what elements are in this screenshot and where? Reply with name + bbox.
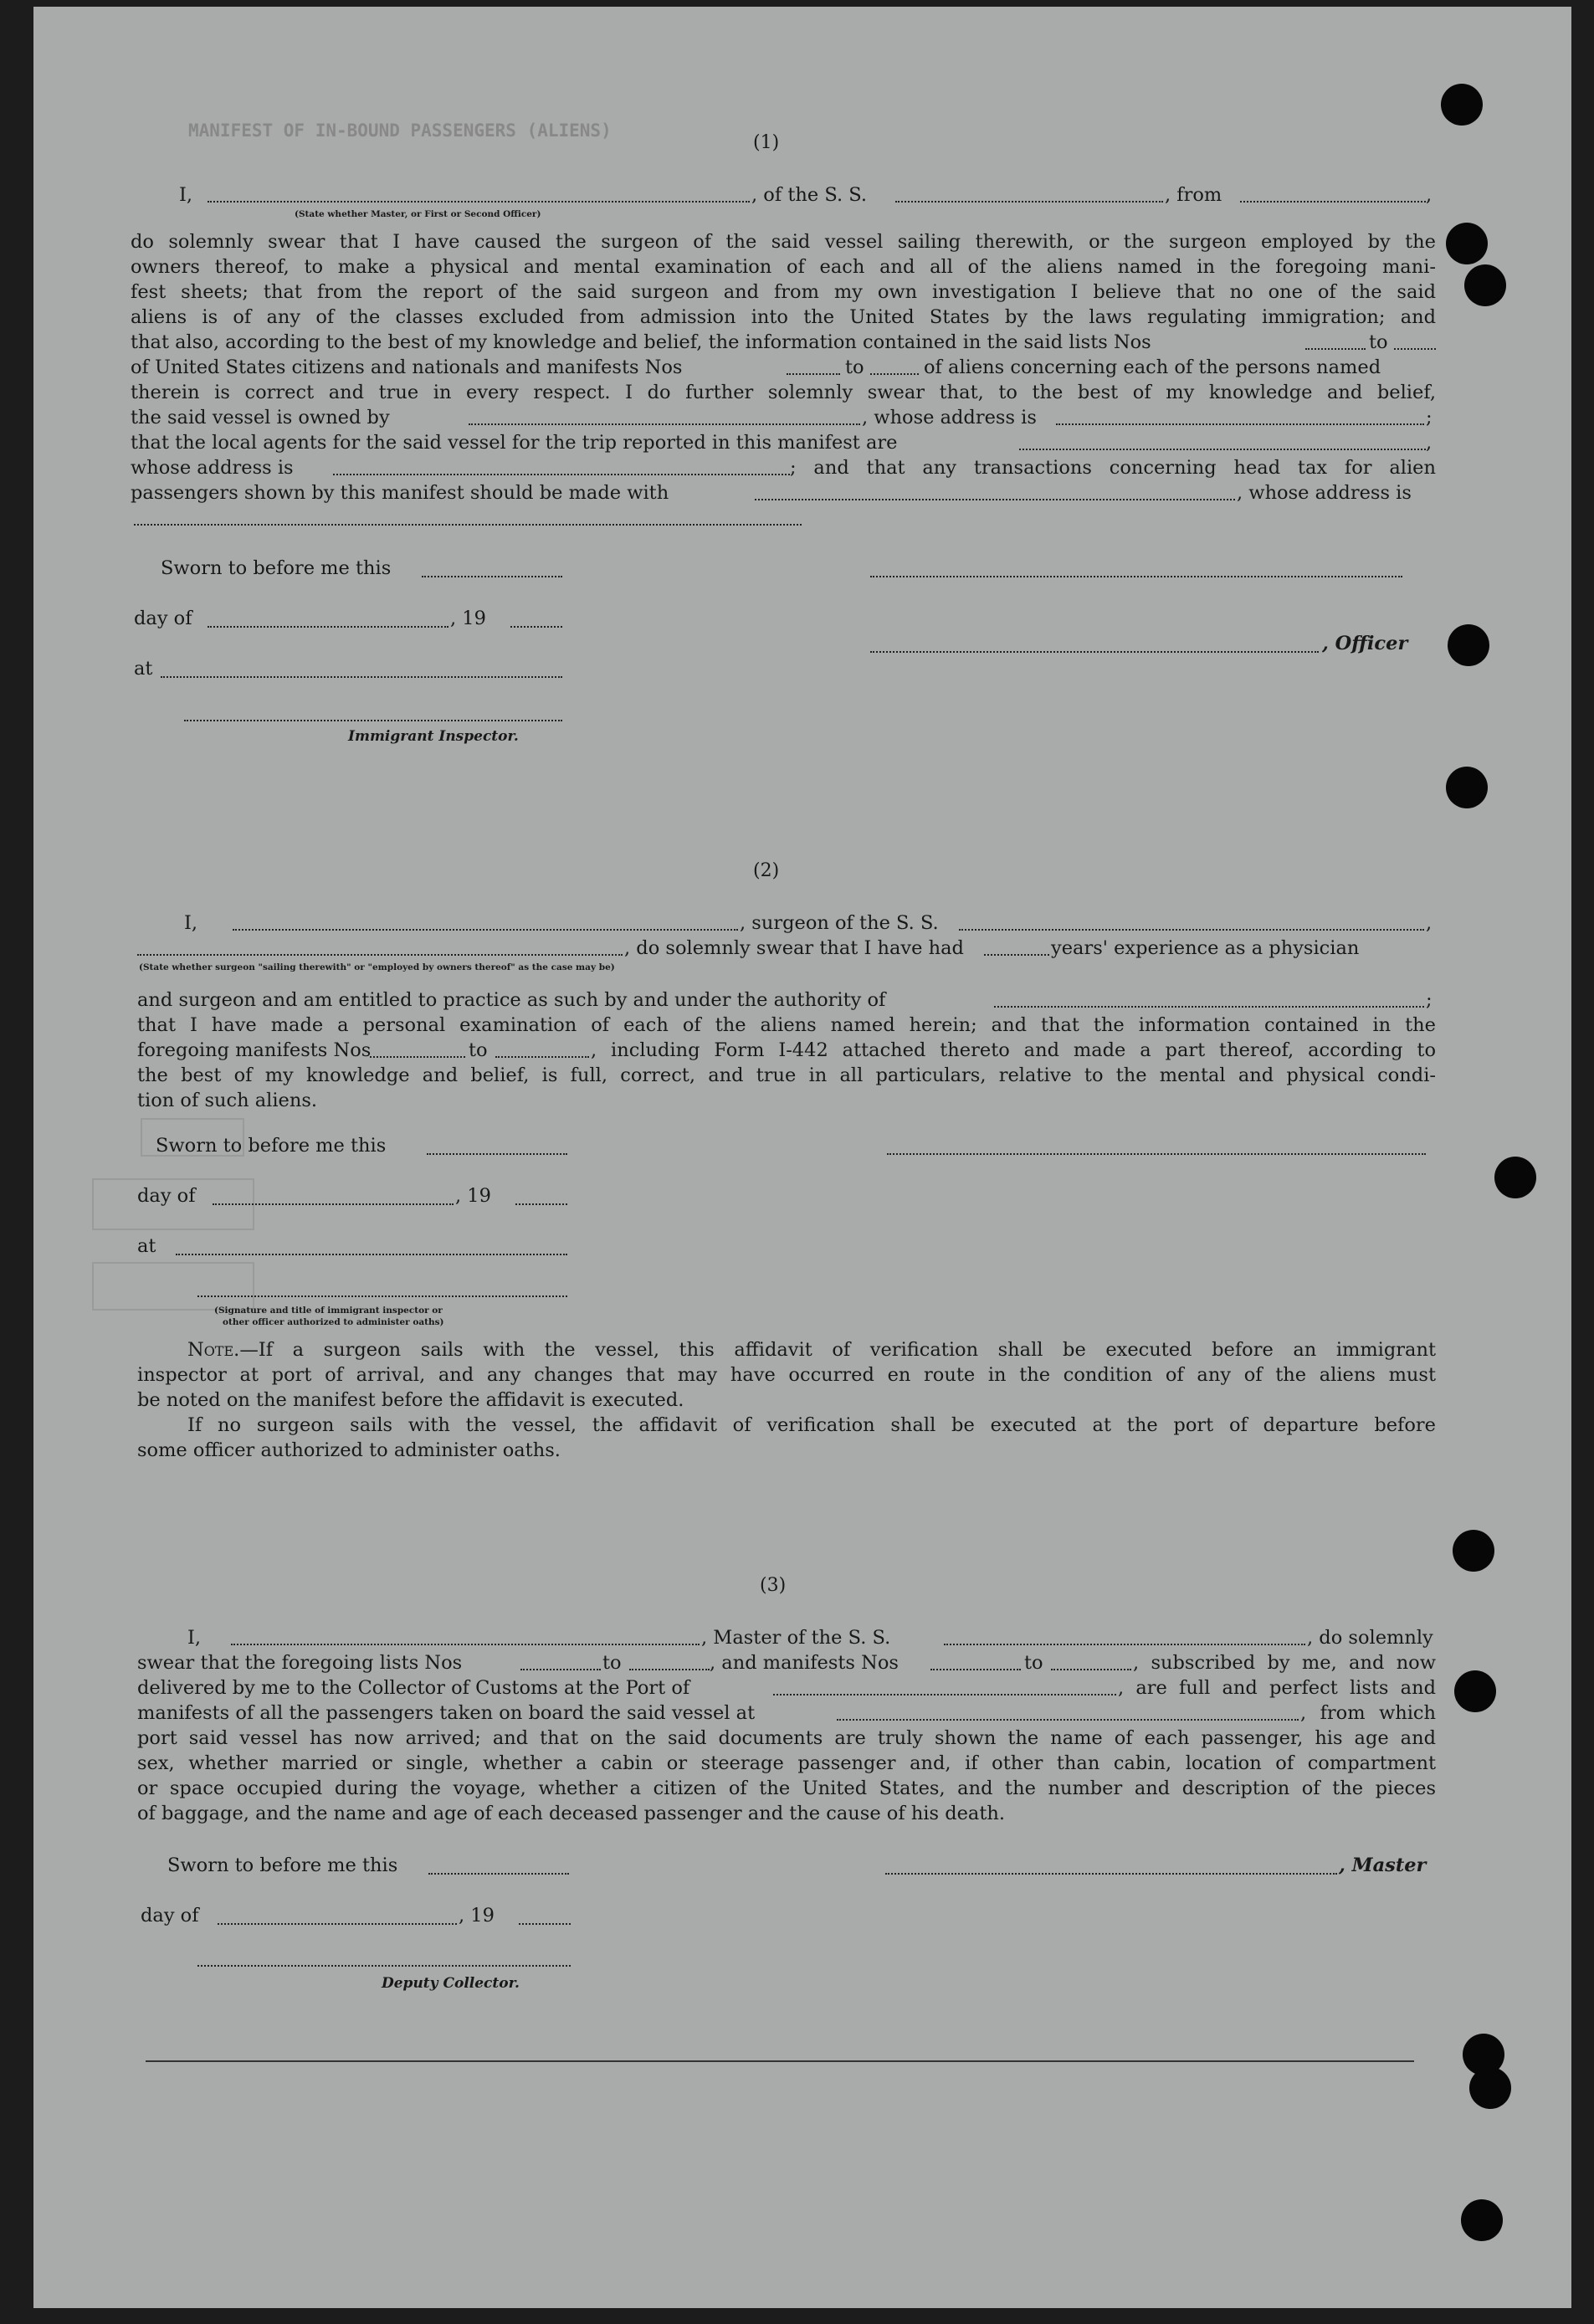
surgeon-name-field[interactable] (233, 929, 738, 931)
label-i-2: I, (184, 912, 198, 934)
para1-line8b: , whose address is (862, 407, 1037, 428)
label-comma: , (1426, 184, 1433, 206)
para1-line2: owners thereof, to make a physical and mental examination of each and all of the aliens named in the foregoing mani- (131, 256, 1436, 278)
surgeon-status-note: (State whether surgeon "sailing therewith" or "employed by owners thereof" as the case may be) (139, 962, 615, 972)
master-name-field-3[interactable] (231, 1644, 700, 1645)
bottom-rule (146, 2060, 1414, 2062)
at-label-1: at (134, 658, 153, 680)
deputy-collector-label: Deputy Collector. (382, 1975, 520, 1992)
para2-line3b: to (469, 1039, 488, 1061)
local-agents-field[interactable] (1019, 449, 1426, 450)
inspector-label: Immigrant Inspector. (348, 728, 519, 745)
sworn-date-field-2[interactable] (427, 1153, 567, 1155)
document-page (33, 7, 1571, 2308)
surgeon-vessel-field[interactable] (959, 929, 1424, 931)
para2-line3a: foregoing manifests Nos (137, 1039, 372, 1061)
para1-line3: fest sheets; that from the report of the said surgeon and from my own investigation I believe that no one of the said (131, 281, 1436, 303)
embarkation-port-field[interactable] (837, 1719, 1299, 1721)
para2-line4: the best of my knowledge and belief, is full, correct, and true in all particulars, relative to the mental and physical condi- (137, 1065, 1436, 1086)
from-port-field[interactable] (1240, 201, 1426, 203)
bleed-through-title: MANIFEST OF IN-BOUND PASSENGERS (ALIENS) (188, 121, 612, 141)
para3-line4b: , from which (1300, 1702, 1436, 1724)
day-of-month-field-3[interactable] (218, 1923, 457, 1925)
note-para-line4: If no surgeon sails with the vessel, the affidavit of verification shall be executed at the port of departure before (187, 1414, 1436, 1436)
para2-line1a: and surgeon and am entitled to practice as such by and under the authority of (137, 989, 886, 1011)
alien-manifest-to-field[interactable] (870, 373, 919, 375)
officer-field[interactable] (870, 651, 1319, 653)
para3-line3a: delivered by me to the Collector of Customs at the Port of (137, 1677, 690, 1699)
para1-line1: do solemnly swear that I have caused the surgeon of the said vessel sailing therewith, or the surgeon employed by the (131, 231, 1436, 253)
punch-hole (1469, 2067, 1511, 2109)
para1-line8a: the said vessel is owned by (131, 407, 390, 428)
citizen-list-from-field[interactable] (1305, 348, 1366, 350)
note-para-line1 (187, 1337, 1436, 1362)
signature-field-1[interactable] (870, 576, 1402, 577)
signature-note-line2: other officer authorized to administer oaths) (223, 1317, 444, 1327)
para3-line6: sex, whether married or single, whether a cabin or steerage passenger and, if other than cabin, location of compartment (137, 1752, 1436, 1774)
note-para-line2: inspector at port of arrival, and any changes that may have occurred en route in the condition of any of the aliens must (137, 1364, 1436, 1386)
sworn-label-1: Sworn to before me this (161, 557, 392, 579)
label-master-of: , Master of the S. S. (701, 1627, 891, 1649)
label-of-ss: , of the S. S. (751, 184, 868, 206)
label-i: I, (179, 184, 193, 206)
para3-line2b: to (602, 1652, 622, 1674)
punch-hole (1494, 1157, 1536, 1198)
year-19-label-3: , 19 (459, 1905, 495, 1926)
day-of-month-field-2[interactable] (213, 1203, 454, 1205)
signature-field-2[interactable] (887, 1153, 1426, 1155)
label-surgeon-of: , surgeon of the S. S. (740, 912, 939, 934)
practice-authority-field[interactable] (994, 1006, 1424, 1008)
day-of-label-3: day of (141, 1905, 199, 1926)
master-signature-field[interactable] (885, 1873, 1337, 1875)
para1-line8c: ; (1426, 407, 1433, 428)
para3-line2a: swear that the foregoing lists Nos (137, 1652, 463, 1674)
label-i-3: I, (187, 1627, 202, 1649)
sworn-label-3: Sworn to before me this (167, 1855, 398, 1876)
head-tax-agent-field[interactable] (755, 499, 1235, 500)
label-comma-2: , (1426, 912, 1433, 934)
label-years-experience: years' experience as a physician (1051, 937, 1360, 959)
note-para-line5: some officer authorized to administer oaths. (137, 1439, 561, 1461)
surgeon-manifest-to-field[interactable] (495, 1056, 589, 1058)
para3-line7: or space occupied during the voyage, whether a citizen of the United States, and the number and description of the pieces (137, 1778, 1436, 1799)
para3-line2c: , and manifests Nos (710, 1652, 899, 1674)
punch-hole (1454, 1670, 1496, 1712)
day-of-month-field-1[interactable] (208, 626, 448, 628)
para1-line6b: to (845, 357, 864, 378)
punch-hole (1441, 84, 1483, 126)
day-of-label-2: day of (137, 1185, 196, 1207)
owner-address-field[interactable] (1056, 423, 1424, 425)
sworn-date-field-3[interactable] (428, 1873, 569, 1875)
manifests-to-field[interactable] (1051, 1669, 1131, 1670)
section-2-heading: (2) (753, 860, 780, 881)
alien-manifest-from-field[interactable] (787, 373, 840, 375)
label-do-solemnly: , do solemnly (1307, 1627, 1433, 1649)
para3-line3b: , are full and perfect lists and (1118, 1677, 1436, 1699)
punch-hole (1453, 1530, 1494, 1572)
vessel-owner-field[interactable] (469, 423, 860, 425)
master-title-note: (State whether Master, or First or Second Officer) (295, 209, 541, 219)
punch-hole (1448, 624, 1489, 666)
note-line1: —If a surgeon sails with the vessel, this affidavit of verification shall be executed before an immigrant (239, 1339, 1436, 1361)
para1-line5a: that also, according to the best of my knowledge and belief, the information contained in the said lists Nos (131, 331, 1151, 353)
para1-line10a: whose address is (131, 457, 294, 479)
deputy-signature-field[interactable] (197, 1965, 571, 1967)
para3-line5: port said vessel has now arrived; and that on the said documents are truly shown the name of each passenger, his age and (137, 1727, 1436, 1749)
section-1-heading: (1) (753, 132, 780, 153)
para1-line9: that the local agents for the said vessel for the trip reported in this manifest are (131, 432, 898, 454)
para1-line11a: passengers shown by this manifest should be made with (131, 482, 669, 504)
note-label: Note. (187, 1339, 240, 1361)
label-from: , from (1165, 184, 1222, 206)
para2-line1b: ; (1426, 989, 1433, 1011)
signature-note-line1: (Signature and title of immigrant inspector or (214, 1306, 443, 1316)
year-field-3[interactable] (519, 1923, 571, 1925)
at-place-field-2[interactable] (176, 1254, 567, 1255)
master-name-field[interactable] (208, 201, 750, 203)
officer-label: , Officer (1322, 633, 1408, 654)
year-field-1[interactable] (510, 626, 562, 628)
bleed-through-stamp (92, 1262, 254, 1311)
year-19-label-1: , 19 (450, 608, 486, 629)
para1-line9-comma: , (1426, 432, 1433, 454)
para3-line2e: , subscribed by me, and now (1133, 1652, 1436, 1674)
day-of-label-1: day of (134, 608, 192, 629)
years-experience-field[interactable] (984, 954, 1049, 956)
sworn-date-field-1[interactable] (422, 576, 562, 577)
para3-line4a: manifests of all the passengers taken on board the said vessel at (137, 1702, 756, 1724)
para1-line5b: to (1369, 331, 1388, 353)
punch-hole (1446, 223, 1488, 264)
agents-address-field[interactable] (333, 474, 790, 475)
master-label: , Master (1339, 1855, 1427, 1876)
head-tax-agent-address-field[interactable] (134, 524, 802, 526)
punch-hole (1461, 2199, 1503, 2241)
para3-line8: of baggage, and the name and age of each deceased passenger and the cause of his death. (137, 1803, 1006, 1824)
manifests-from-field[interactable] (930, 1669, 1021, 1670)
section-3-heading: (3) (760, 1575, 787, 1596)
foregoing-lists-from-field[interactable] (520, 1669, 601, 1670)
para1-line6a: of United States citizens and nationals and manifests Nos (131, 357, 683, 378)
inspector-signature-field[interactable] (184, 720, 562, 721)
para2-line5: tion of such aliens. (137, 1090, 318, 1111)
para2-line2: that I have made a personal examination of each of the aliens named herein; and that the information contained in the (137, 1014, 1436, 1036)
year-19-label-2: , 19 (455, 1185, 491, 1207)
para1-line4: aliens is of any of the classes excluded from admission into the United States by the laws regulating immigration; and (131, 306, 1436, 328)
label-solemnly-swear: , do solemnly swear that I have had (624, 937, 964, 959)
master-vessel-field[interactable] (944, 1644, 1305, 1645)
sworn-label-2: Sworn to before me this (156, 1135, 387, 1157)
at-label-2: at (137, 1235, 156, 1257)
para1-line11b: , whose address is (1237, 482, 1412, 504)
foregoing-lists-to-field[interactable] (629, 1669, 710, 1670)
para1-line10b: ; and that any transactions concerning head tax for alien (790, 457, 1436, 479)
at-place-field-1[interactable] (161, 676, 562, 678)
para1-line7: therein is correct and true in every respect. I do further solemnly swear that, to the best of my knowledge and belief, (131, 382, 1436, 403)
port-of-field[interactable] (773, 1694, 1116, 1696)
para1-line6c: of aliens concerning each of the persons named (924, 357, 1381, 378)
punch-hole (1446, 767, 1488, 808)
note-para-line3: be noted on the manifest before the affidavit is executed. (137, 1389, 684, 1411)
surgeon-manifest-from-field[interactable] (370, 1056, 465, 1058)
surgeon-status-field[interactable] (137, 954, 623, 956)
citizen-list-to-field[interactable] (1394, 348, 1436, 350)
inspector-signature-field-2[interactable] (197, 1295, 567, 1297)
punch-hole (1464, 264, 1506, 306)
year-field-2[interactable] (515, 1203, 567, 1205)
para2-line3c: , including Form I-442 attached thereto and made a part thereof, according to (591, 1039, 1436, 1061)
vessel-name-field[interactable] (895, 201, 1163, 203)
para3-line2d: to (1024, 1652, 1043, 1674)
